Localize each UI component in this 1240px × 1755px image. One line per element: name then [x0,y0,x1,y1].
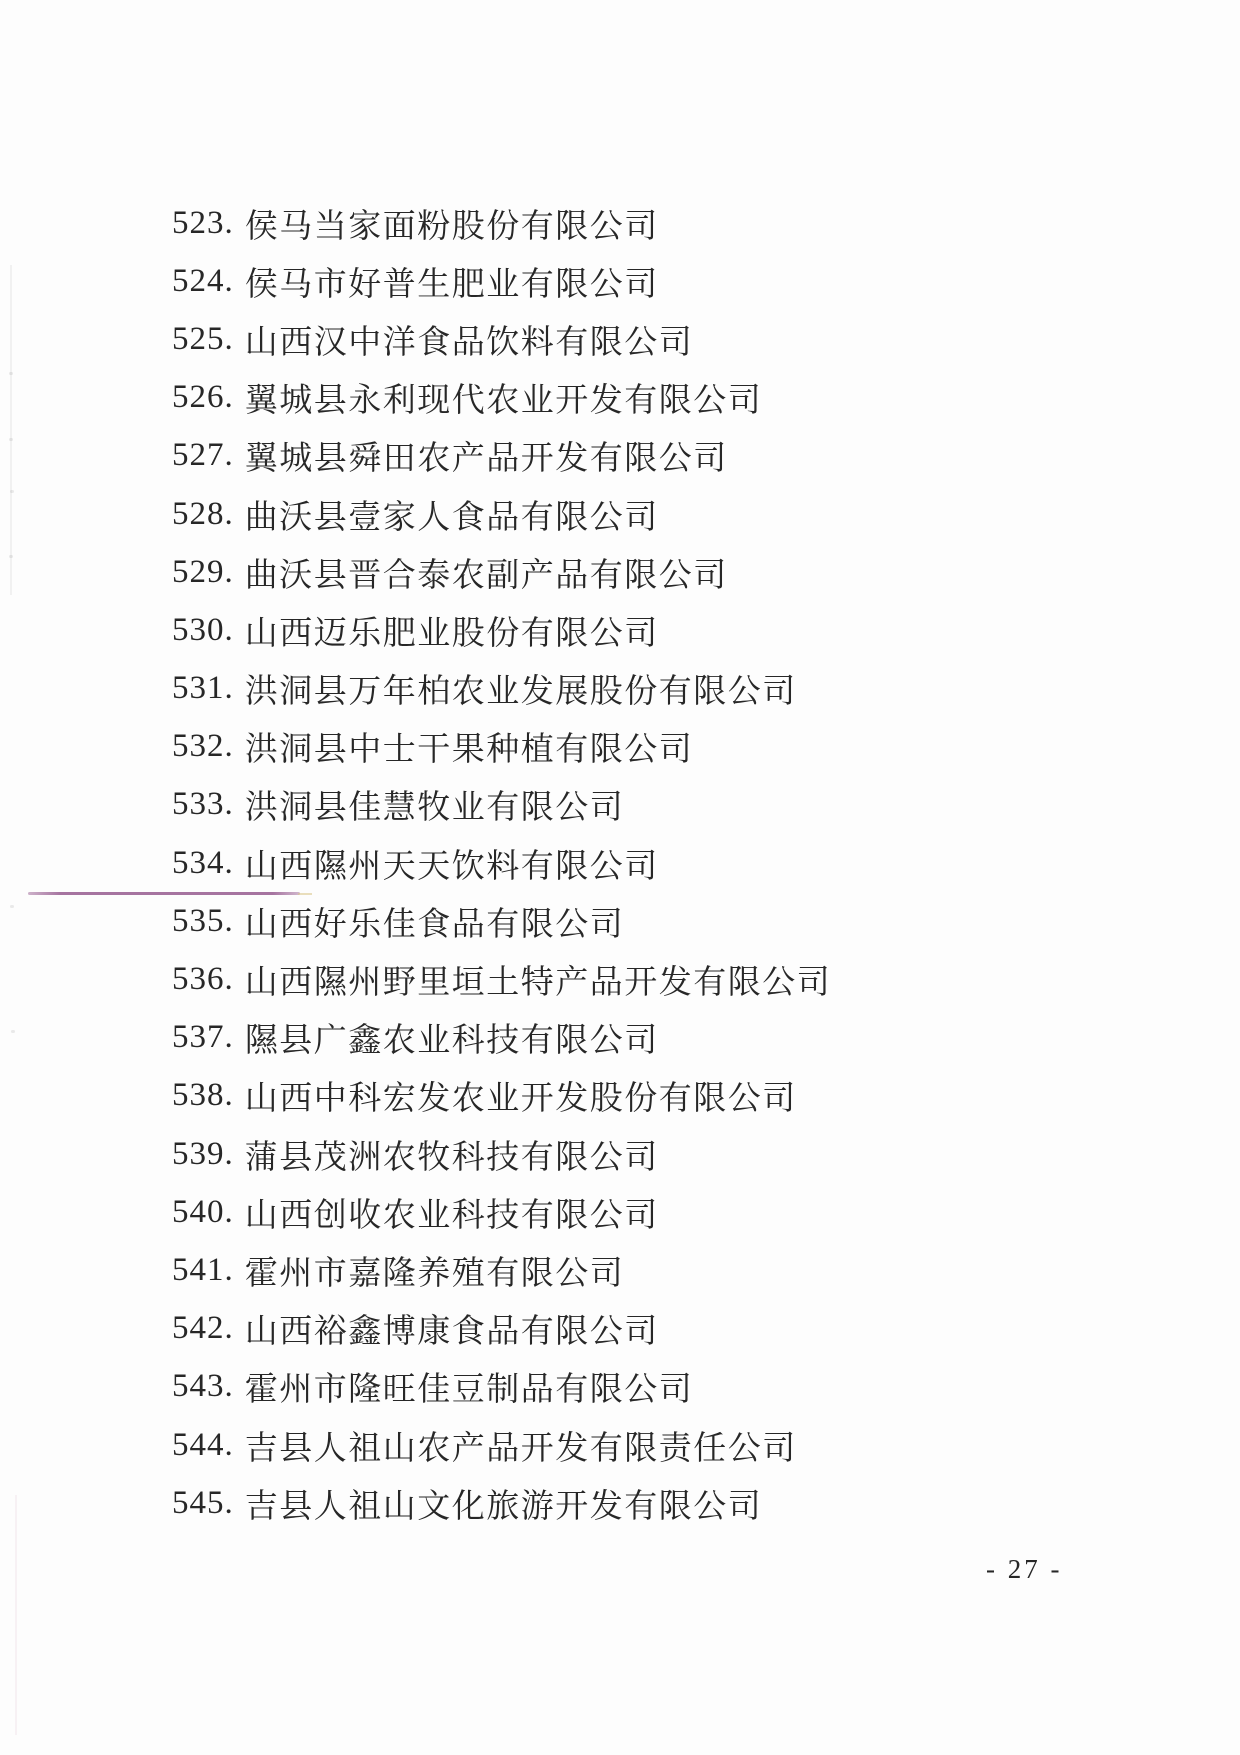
list-item [172,601,831,659]
scan-edge-streak-pink [15,1495,17,1735]
list-item [172,1474,831,1532]
item-number: 543. [172,1368,234,1405]
scan-speck [9,438,13,441]
company-name: 洪洞县佳慧牧业有限公司 [244,790,625,827]
item-number: 539. [172,1135,234,1172]
list-item [172,369,831,427]
scan-speck [9,555,13,558]
item-number: 532. [172,728,234,765]
company-name: 翼城县永利现代农业开发有限公司 [244,383,763,420]
company-name: 洪洞县中士干果种植有限公司 [244,732,694,769]
company-name: 山西好乐佳食品有限公司 [244,906,625,943]
company-name: 山西创收农业科技有限公司 [244,1197,659,1234]
item-number: 534. [172,844,234,881]
page-number: - 27 - [986,1554,1063,1584]
list-item [172,543,831,601]
company-name: 隰县广鑫农业科技有限公司 [244,1023,659,1060]
company-name: 山西中科宏发农业开发股份有限公司 [244,1081,797,1118]
list-item [172,950,831,1008]
list-item [172,892,831,950]
item-number: 531. [172,670,234,707]
list-item [172,252,831,310]
list-item [172,776,831,834]
list-item [172,194,831,252]
list-item [172,1241,831,1299]
company-name: 山西汉中洋食品饮料有限公司 [244,324,694,361]
item-number: 527. [172,437,234,474]
company-name: 蒲县茂洲农牧科技有限公司 [244,1139,659,1176]
item-number: 538. [172,1077,234,1114]
pen-underline-mark [28,892,300,895]
list-item [172,1183,831,1241]
list-item [172,834,831,892]
list-item [172,660,831,718]
company-name: 山西隰州天天饮料有限公司 [244,848,659,885]
item-number: 525. [172,320,234,357]
company-name: 霍州市隆旺佳豆制品有限公司 [244,1372,694,1409]
item-number: 533. [172,786,234,823]
scan-speck [9,372,13,375]
item-number: 540. [172,1193,234,1230]
item-number: 536. [172,961,234,998]
list-item [172,1067,831,1125]
company-name: 山西隰州野里垣土特产品开发有限公司 [244,965,832,1002]
company-name: 吉县人祖山农产品开发有限责任公司 [244,1430,797,1467]
scan-speck [11,1030,15,1033]
item-number: 541. [172,1251,234,1288]
item-number: 530. [172,611,234,648]
item-number: 524. [172,262,234,299]
item-number: 537. [172,1019,234,1056]
item-number: 523. [172,204,234,241]
list-item [172,1358,831,1416]
pen-underline-tail-mark [298,893,312,895]
company-list [172,194,831,1532]
list-item [172,485,831,543]
list-item [172,1300,831,1358]
company-name: 侯马市好普生肥业有限公司 [244,266,659,303]
item-number: 544. [172,1426,234,1463]
company-name: 翼城县舜田农产品开发有限公司 [244,441,728,478]
item-number: 535. [172,902,234,939]
company-name: 曲沃县壹家人食品有限公司 [244,499,659,536]
scan-speck [10,490,14,493]
company-name: 曲沃县晋合泰农副产品有限公司 [244,557,728,594]
company-name: 山西迈乐肥业股份有限公司 [244,615,659,652]
item-number: 542. [172,1310,234,1347]
list-item [172,1416,831,1474]
company-name: 吉县人祖山文化旅游开发有限公司 [244,1488,763,1525]
list-item [172,718,831,776]
list-item [172,1125,831,1183]
company-name: 侯马当家面粉股份有限公司 [244,208,659,245]
item-number: 545. [172,1484,234,1521]
company-name: 山西裕鑫博康食品有限公司 [244,1314,659,1351]
list-item [172,427,831,485]
item-number: 526. [172,379,234,416]
scan-edge-streak [10,265,12,595]
item-number: 529. [172,553,234,590]
scan-speck [10,905,14,908]
company-name: 霍州市嘉隆养殖有限公司 [244,1255,625,1292]
list-item [172,1009,831,1067]
list-item [172,310,831,368]
company-name: 洪洞县万年柏农业发展股份有限公司 [244,674,797,711]
item-number: 528. [172,495,234,532]
